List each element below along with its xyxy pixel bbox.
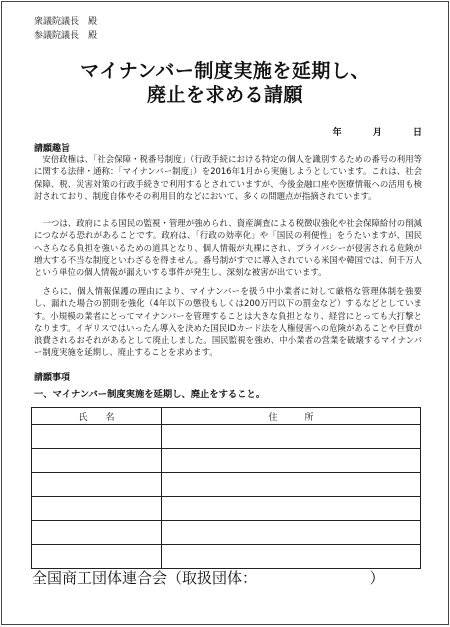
items-heading: 請願事項 <box>34 373 71 383</box>
petition-sheet <box>1 1 449 625</box>
date-day-label: 日 <box>412 128 422 138</box>
name-column-header: 氏 名 <box>32 408 162 425</box>
signature-row <box>32 497 421 521</box>
paragraph-1: 安倍政権は、「社会保障・税番号制度」（行政手続における特定の個人を識別するための番号の利用等に関する法律・通称：「マイナンバー制度」）を2016年1月から実施しようとしています。これは、社会保障、税、災害対策の行政手続きで利用するとされていますが、今後金融口座や医療情報への活用も検討されており、制度自体やその利用目的などにおいて、多くの問題点が指摘されています。 <box>34 154 422 201</box>
address-column-header: 住 所 <box>162 408 421 425</box>
addressee-house-of-councillors: 参議院議長 殿 <box>34 31 98 41</box>
signature-table <box>31 407 421 569</box>
petition-item: 一、マイナンバー制度実施を延期し、廃止をすること。 <box>34 389 266 400</box>
name-cell[interactable] <box>32 473 162 497</box>
name-cell[interactable] <box>32 497 162 521</box>
signature-row <box>32 473 421 497</box>
signature-row <box>32 449 421 473</box>
paragraph-3: さらに、個人情報保護の理由により、マイナンバーを扱う中小業者に対して厳格な管理体制を強要し、漏れた場合の罰則を強化（4年以下の懲役もしくは200万円以下の罰金など）するなどとしています。小規模の業者にとってマイナンバーを管理することは大きな負担となり、経営にとっても大打撃となります。イギリスではいったん導入を決めた国民IDカード法を人権侵害への危険があることや巨費が浪費されるおそれがあるとして廃止しました。国民監視を強め、中小業者の営業を破壊するマイナンバー制度実施を延期し、廃止することを求めます。 <box>34 286 422 358</box>
date-year-label: 年 <box>332 128 342 138</box>
address-cell[interactable] <box>162 449 421 473</box>
address-cell[interactable] <box>162 521 421 545</box>
purpose-heading: 請願趣旨 <box>34 144 71 154</box>
handling-organization-close: ） <box>369 569 385 587</box>
handling-organization-label: 全国商工団体連合会（取扱団体： <box>32 569 250 587</box>
date-line <box>305 125 422 138</box>
signature-row <box>32 545 421 569</box>
paragraph-2: 一つは、政府による国民の監視・管理が強められ、資産調査による税徴収強化や社会保障給付の削減につながる恐れがあることです。政府は、「行政の効率化」や「国民の利便性」をうたいますが、国民へさらなる負担を強いるための道具となり、個人情報が丸裸にされ、プライバシーが侵害される危険が増大する不当な制度といわざるを得ません。番号制がすでに導入されている米国や韓国では、何千万人という単位の個人情報が漏えいする事件が発生し、深刻な被害が出ています。 <box>34 218 422 278</box>
name-cell[interactable] <box>32 545 162 569</box>
date-month-label: 月 <box>372 128 382 138</box>
address-cell[interactable] <box>162 497 421 521</box>
petition-title-line-1: マイナンバー制度実施を延期し、 <box>80 60 370 82</box>
addressee-house-of-representatives: 衆議院議長 殿 <box>34 17 98 27</box>
signature-row <box>32 521 421 545</box>
name-cell[interactable] <box>32 425 162 449</box>
address-cell[interactable] <box>162 425 421 449</box>
signature-row <box>32 425 421 449</box>
address-cell[interactable] <box>162 545 421 569</box>
petition-title-line-2: 廃止を求める請願 <box>146 84 303 106</box>
handling-organization <box>32 567 385 588</box>
name-cell[interactable] <box>32 521 162 545</box>
name-cell[interactable] <box>32 449 162 473</box>
address-cell[interactable] <box>162 473 421 497</box>
